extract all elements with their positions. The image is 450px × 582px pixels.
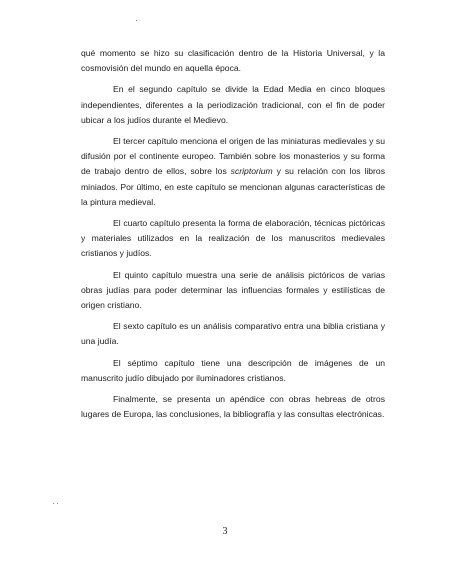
paragraph-chapter-3-start: El tercer capítulo menciona el origen de las miniaturas medievales y su difusión por el continente europeo. También sobre los monasterios y su forma de trabajo dentro de ellos, sobre los (81, 136, 385, 177)
paragraph-chapter-3-end: y su relación con los libros miniados. Por último, en este capítulo se mencionan algunas características de la pintura medieval. (81, 166, 385, 207)
scan-speck (53, 503, 54, 504)
paragraph-chapter-2: En el segundo capítulo se divide la Edad Media en cinco bloques independientes, diferentes a la periodización tradicional, con el fin de poder ubicar a los judíos durante el Medievo. (81, 84, 385, 125)
paragraph-chapter-6: El sexto capítulo es un análisis comparativo entra una biblia cristiana y una judía. (81, 321, 385, 347)
paragraph-continuation: qué momento se hizo su clasificación dentro de la Historia Universal, y la cosmovisión del mundo en aquella época. (81, 48, 385, 74)
paragraph-chapter-3 (81, 134, 385, 210)
scan-speck (136, 20, 137, 21)
paragraph-chapter-5: El quinto capítulo muestra una serie de análisis pictóricos de varias obras judías para poder determinar las influencias formales y estilísticas de origen cristiano. (81, 269, 385, 311)
paragraph-final: Finalmente, se presenta un apéndice con obras hebreas de otros lugares de Europa, las conclusiones, la bibliografía y las consultas electrónicas. (81, 394, 385, 420)
paragraph-chapter-4: El cuarto capítulo presenta la forma de elaboración, técnicas pictóricas y materiales utilizados en la realización de los manuscritos medievales cristianos y judíos. (81, 218, 385, 259)
scriptorium-term: scriptorium (230, 166, 273, 177)
body-text (81, 46, 385, 428)
page-number: 3 (222, 526, 228, 537)
paragraph-chapter-7: El séptimo capítulo tiene una descripción de imágenes de un manuscrito judío dibujado por iluminadores cristianos. (81, 357, 385, 383)
scan-speck (57, 503, 58, 504)
